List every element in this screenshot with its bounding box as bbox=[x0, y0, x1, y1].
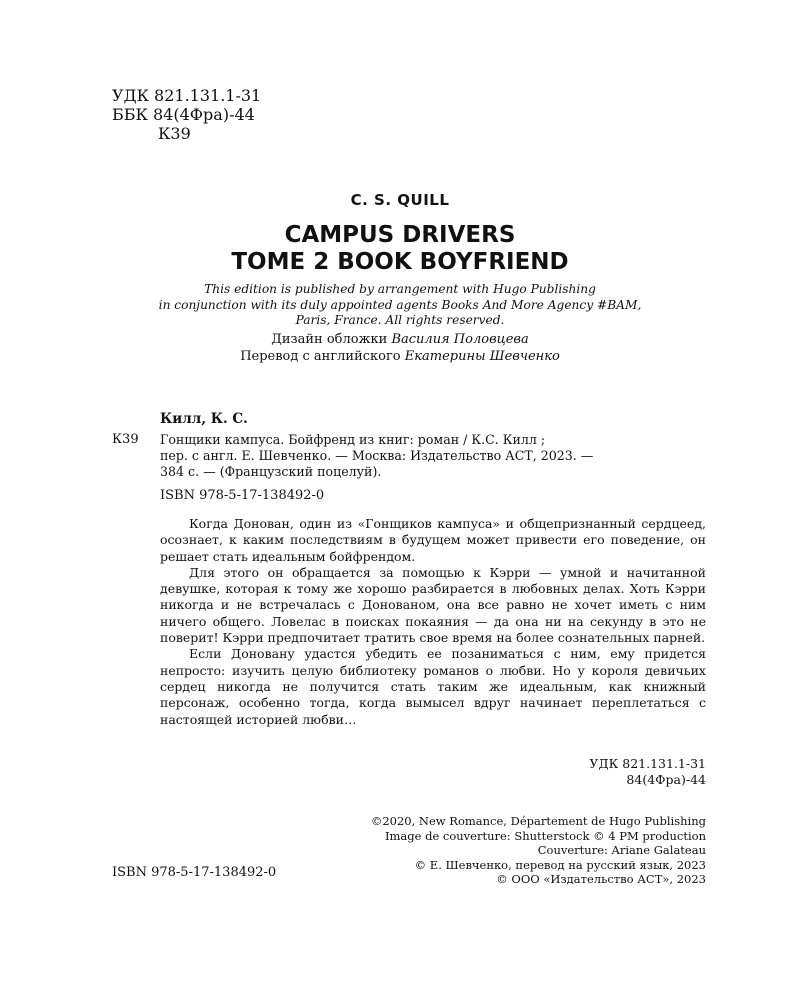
copyright-line: ©2020, New Romance, Département de Hugo Publishing bbox=[370, 814, 706, 828]
bbk-code: ББК 84(4Фра)-44 bbox=[112, 105, 255, 124]
author-mark: К39 bbox=[158, 124, 191, 143]
biblio-line: 384 с. — (Французский поцелуй). bbox=[160, 464, 382, 479]
annotation-paragraph: Для этого он обращается за помощью к Кэрри — умной и начитанной девушке, которая к тому же хорошо разбирается в любовных делах. Хоть Кэрри никогда и не встречалась с Донованом, она все равно не хочет иметь с ним ничего общего. Ловелас в поисках покаяния — да она ни на секунду в это не поверит! Кэрри предпочитает тратить свое время на более сознательных парней. bbox=[160, 564, 706, 646]
copyright-line: Couverture: Ariane Galateau bbox=[537, 843, 706, 857]
annotation-paragraph: Если Доновану удастся убедить ее позаниматься с ним, ему придется непросто: изучить целую библиотеку романов о любви. Но у короля девичьих сердец никогда не получится стать таким же идеальным, как книжный персонаж, особенно тогда, когда вымысел вдруг начинает переплетаться с настоящей историей любви… bbox=[160, 646, 706, 727]
biblio-line: пер. с англ. Е. Шевченко. — Москва: Издательство АСТ, 2023. — bbox=[160, 448, 594, 463]
bbk-bottom-line: 84(4Фра)-44 bbox=[626, 772, 706, 787]
cover-design-credit bbox=[0, 331, 800, 348]
biblio-line: Гонщики кампуса. Бойфренд из книг: роман / К.С. Килл ; bbox=[160, 432, 546, 447]
copyright-line: © ООО «Издательство АСТ», 2023 bbox=[496, 872, 706, 886]
title-line-1: CAMPUS DRIVERS bbox=[284, 222, 516, 248]
cover-design-label: Дизайн обложки bbox=[271, 332, 388, 347]
biblio-code: К39 bbox=[112, 432, 139, 447]
credits bbox=[0, 331, 800, 365]
translation-credit bbox=[0, 348, 800, 365]
annotation bbox=[160, 516, 706, 728]
author-name: C. S. QUILL bbox=[350, 191, 450, 209]
translator-name: Екатерины Шевченко bbox=[404, 349, 560, 364]
isbn-bottom: ISBN 978-5-17-138492-0 bbox=[112, 865, 277, 880]
udk-code: УДК 821.131.1-31 bbox=[112, 86, 262, 105]
isbn-biblio: ISBN 978-5-17-138492-0 bbox=[160, 488, 325, 503]
udk-bottom bbox=[589, 756, 706, 788]
title-line-2: TOME 2 BOOK BOYFRIEND bbox=[231, 249, 569, 275]
udk-bottom-line: УДК 821.131.1-31 bbox=[589, 756, 706, 771]
rights-line: Paris, France. All rights reserved. bbox=[295, 313, 505, 327]
rights-notice bbox=[0, 282, 800, 329]
copyright-block bbox=[371, 814, 706, 887]
biblio-description bbox=[160, 432, 705, 480]
rights-line: This edition is published by arrangement with Hugo Publishing bbox=[204, 282, 596, 296]
translation-label: Перевод с английского bbox=[240, 349, 401, 364]
classification-codes bbox=[112, 86, 261, 143]
book-title bbox=[0, 222, 800, 276]
copyright-line: Image de couverture: Shutterstock © 4 PM production bbox=[384, 828, 706, 843]
rights-line: in conjunction with its duly appointed agents Books And More Agency #BAM, bbox=[158, 297, 642, 312]
annotation-paragraph: Когда Донован, один из «Гонщиков кампуса» и общепризнанный сердцеед, осознает, к каким последствиям в будущем может привести его поведение, он решает стать идеальным бойфрендом. bbox=[160, 516, 706, 564]
biblio-author: Килл, К. С. bbox=[160, 411, 248, 427]
copyright-line: © Е. Шевченко, перевод на русский язык, 2023 bbox=[414, 857, 706, 872]
cover-designer-name: Василия Половцева bbox=[391, 332, 529, 347]
